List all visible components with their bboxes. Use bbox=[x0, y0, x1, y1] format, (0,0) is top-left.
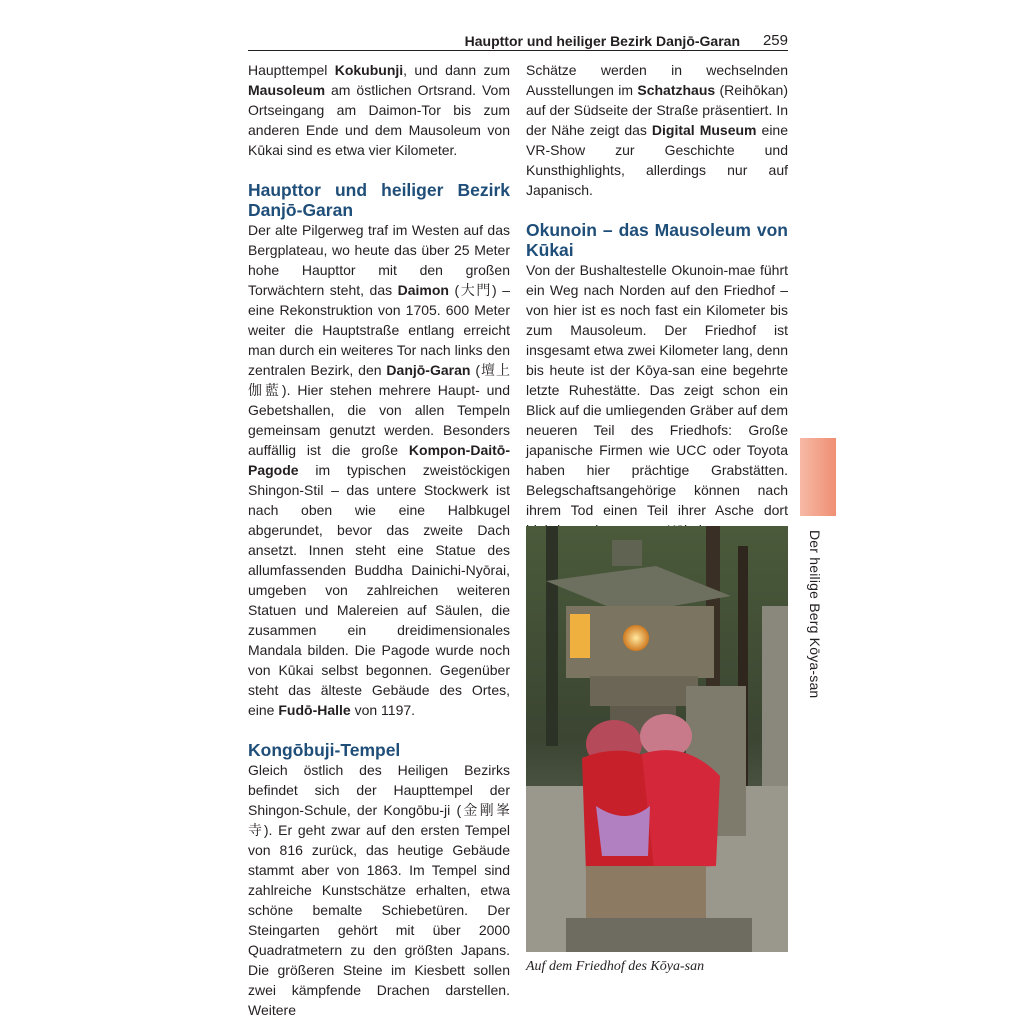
running-header bbox=[248, 32, 788, 51]
section-heading-okunoin: Okunoin – das Mausoleum von Kūkai bbox=[526, 220, 788, 260]
danjo-garan-paragraph: Der alte Pilgerweg traf im Westen auf das Bergplateau, wo heute das über 25 Meter hohe Haupttor mit den großen Torwächtern steht, das Daimon (大門) – eine Rekonstruktion von 1705. 600 Meter weiter die Hauptstraße entlang erreicht man durch ein weiteres Tor nach links den zentralen Bezirk, den Danjō-Garan (壇上伽藍). Hier stehen mehrere Haupt- und Gebetshallen, die von allen Tempeln gemeinsam genutzt werden. Besonders auffällig ist die große Kompon-Daitō-Pagode im typischen zweistöckigen Shingon-Stil – das untere Stockwerk ist nach oben wie eine Halbkugel abgerundet, bevor das zweite Dach ansetzt. Innen steht eine Statue des allumfassenden Buddha Dainichi-Nyōrai, umgeben von zahlreichen weiteren Statuen und Malereien auf Säulen, die zusammen ein dreidimensionales Mandala bilden. Die Pagode wurde noch von Kūkai selbst begonnen. Gegenüber steht das älteste Gebäude des Ortes, eine Fudō-Halle von 1197. bbox=[248, 222, 510, 718]
page-number: 259 bbox=[762, 32, 788, 49]
okunoin-paragraph: Von der Bushaltestelle Okunoin-mae führt ein Weg nach Norden auf den Friedhof – von hier ist es noch fast ein Kilometer bis zum Mausoleum. Der Friedhof ist insgesamt etwa zwei Kilometer lang, denn bis heute ist der Kōya-san eine begehrte letzte Ruhestätte. Das zeigt schon ein Blick auf die umliegenden Gräber auf dem neueren Teil des Friedhofs: Große japanische Firmen wie UCC oder Toyota haben hier prächtige Grabstätten. Belegschaftsangehörige können nach ihrem Tod einen Teil ihrer Asche dort bbox=[526, 262, 788, 518]
right-column bbox=[526, 60, 788, 540]
chapter-tab-marker bbox=[800, 438, 836, 516]
photo-caption: Auf dem Friedhof des Kōya-san bbox=[526, 959, 705, 974]
chapter-side-label: Der heilige Berg Kōya-san bbox=[807, 530, 823, 699]
kongobuji-paragraph: Gleich östlich des Heiligen Bezirks befindet sich der Haupttempel der Shingon-Schule, der Kongōbu-ji (金剛峯寺). Er geht zwar auf den ersten Tempel von 816 zurück, das heutige Gebäude stammt aber von 1863. Im Tempel sind zahlreiche Kunstschätze erhalten, etwa schöne bemalte Schiebetüren. Der Steingarten gehört mit über 2000 Quadratmetern zu den größten Japans. Die größeren Steine im Kiesbett sollen zwei kämpfende Drachen darstellen. Weitere bbox=[248, 762, 510, 1018]
left-intro-paragraph: Haupttempel Kokubunji, und dann zum Mausoleum am östlichen Ortsrand. Vom Ortseingang am Daimon-Tor bis zum anderen Ende und dem Mausoleum von Kūkai sind es etwa vier Kilometer. bbox=[248, 62, 510, 158]
cemetery-photo bbox=[526, 526, 788, 952]
right-intro-paragraph: Schätze werden in wechselnden Ausstellungen im Schatzhaus (Reihōkan) auf der Südseite der Straße präsentiert. In der Nähe zeigt das Digital Museum eine VR-Show zur Geschichte und Kunsthighlights, allerdings nur auf Japanisch. bbox=[526, 62, 789, 198]
left-column bbox=[248, 60, 510, 1020]
section-heading-danjo-garan: Haupttor und heiliger Bezirk Danjō-Garan bbox=[248, 180, 510, 220]
section-heading-kongobuji: Kongōbuji-Tempel bbox=[248, 740, 401, 760]
running-header-title: Haupttor und heiliger Bezirk Danjō-Garan bbox=[464, 33, 740, 49]
